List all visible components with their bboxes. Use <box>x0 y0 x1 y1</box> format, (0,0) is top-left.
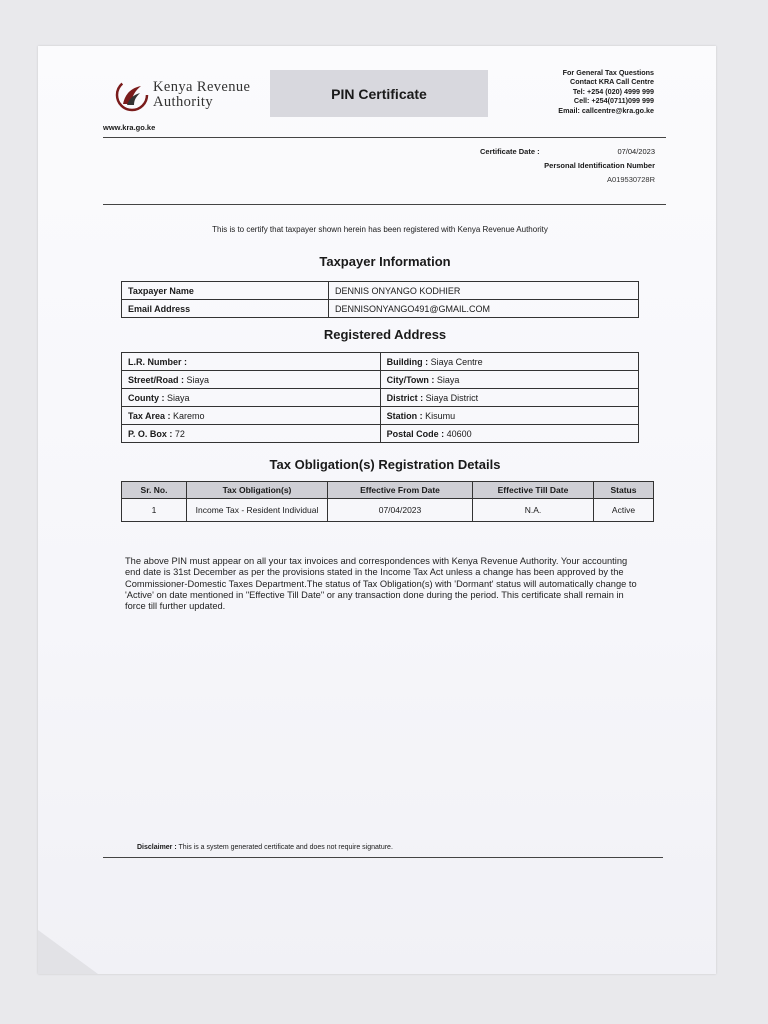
obligation-cell: Income Tax - Resident Individual <box>187 499 328 522</box>
address-value: Siaya <box>434 374 460 385</box>
obligations-section-title: Tax Obligation(s) Registration Details <box>269 457 501 472</box>
table-row <box>122 353 639 371</box>
header-divider <box>103 137 666 138</box>
table-row <box>122 371 639 389</box>
pin-label: Personal Identification Number <box>544 161 655 170</box>
table-header-row <box>122 482 654 499</box>
disclaimer-label: Disclaimer : <box>137 844 177 851</box>
document-title: PIN Certificate <box>331 85 427 102</box>
taxpayer-name-value: DENNIS ONYANGO KODHIER <box>329 282 639 300</box>
address-value: Karemo <box>170 410 205 421</box>
address-cell <box>122 389 381 407</box>
contact-block <box>500 68 654 115</box>
page-fold <box>38 930 98 974</box>
kra-logo <box>115 78 275 114</box>
contact-line: For General Tax Questions <box>562 68 654 77</box>
column-header: Effective Till Date <box>473 482 594 499</box>
address-cell <box>380 371 638 389</box>
address-label: Postal Code : <box>386 428 445 439</box>
table-row <box>122 499 654 522</box>
address-cell <box>380 407 638 425</box>
contact-line: Cell: +254(0711)099 999 <box>573 96 654 106</box>
address-label: P. O. Box : <box>128 428 173 439</box>
obligations-table <box>121 481 654 522</box>
address-label: Station : <box>386 410 423 421</box>
address-cell <box>122 425 381 443</box>
address-value: Siaya <box>184 374 210 385</box>
status-cell: Active <box>594 499 654 522</box>
email-label: Email Address <box>122 300 329 318</box>
disclaimer <box>137 844 393 851</box>
taxpayer-section-title: Taxpayer Information <box>319 254 451 269</box>
address-cell <box>122 407 381 425</box>
column-header: Status <box>594 482 654 499</box>
address-table <box>121 352 639 443</box>
certificate-date-value: 07/04/2023 <box>617 147 655 156</box>
kra-lion-logo-icon <box>115 78 149 112</box>
table-row <box>122 407 639 425</box>
effective-till-cell: N.A. <box>473 499 594 522</box>
column-header: Effective From Date <box>328 482 473 499</box>
certificate-date-label: Certificate Date : <box>480 147 540 156</box>
footer-divider <box>103 857 663 858</box>
address-value: Siaya <box>164 392 190 403</box>
table-row <box>122 389 639 407</box>
meta-divider <box>103 204 666 205</box>
website-url: www.kra.go.ke <box>103 123 156 132</box>
column-header: Tax Obligation(s) <box>187 482 328 499</box>
address-label: Building : <box>386 356 429 367</box>
contact-line: Contact KRA Call Centre <box>570 77 654 87</box>
address-label: County : <box>128 392 165 403</box>
address-cell <box>380 425 638 443</box>
contact-line: Tel: +254 (020) 4999 999 <box>572 86 654 96</box>
certify-statement: This is to certify that taxpayer shown herein has been registered with Kenya Revenue Authority <box>212 225 548 234</box>
address-label: City/Town : <box>386 374 435 385</box>
table-row <box>122 282 639 300</box>
notice-paragraph: The above PIN must appear on all your tax invoices and correspondences with Kenya Revenue Authority. Your accounting end date is 31st December as per the provisions stated in the Income Tax Act unless a change has been approved by the Commissioner-Domestic Taxes Department.The status of Tax Obligation(s) with 'Dormant' status will automatically change to 'Active' on date mentioned in "Effective Till Date" or any transaction done during the period. This certificate shall remain in force till further updated. <box>125 556 637 612</box>
address-label: Street/Road : <box>128 374 185 385</box>
address-cell <box>122 371 381 389</box>
effective-from-cell: 07/04/2023 <box>328 499 473 522</box>
address-value: 40600 <box>444 428 472 439</box>
address-value: Siaya District <box>423 392 479 403</box>
address-label: L.R. Number : <box>128 356 188 367</box>
table-row <box>122 300 639 318</box>
address-cell <box>380 353 638 371</box>
certificate-meta <box>480 147 655 184</box>
taxpayer-table <box>121 281 639 318</box>
email-value: DENNISONYANGO491@GMAIL.COM <box>329 300 639 318</box>
address-value: 72 <box>172 428 185 439</box>
address-label: District : <box>386 392 424 403</box>
address-value: Kisumu <box>422 410 456 421</box>
address-label: Tax Area : <box>128 410 171 421</box>
address-cell <box>380 389 638 407</box>
taxpayer-name-label: Taxpayer Name <box>122 282 329 300</box>
logo-text-line2: Authority <box>153 94 213 110</box>
column-header: Sr. No. <box>122 482 187 499</box>
title-banner <box>270 70 488 117</box>
address-cell <box>122 353 381 371</box>
disclaimer-text: This is a system generated certificate and does not require signature. <box>176 844 393 851</box>
table-row <box>122 425 639 443</box>
logo-text-line1: Kenya Revenue <box>153 79 251 95</box>
pin-value: A019530728R <box>607 175 655 184</box>
address-value: Siaya Centre <box>428 356 483 367</box>
sr-no-cell: 1 <box>122 499 187 522</box>
address-section-title: Registered Address <box>323 327 447 342</box>
contact-line: Email: callcentre@kra.go.ke <box>558 105 654 115</box>
